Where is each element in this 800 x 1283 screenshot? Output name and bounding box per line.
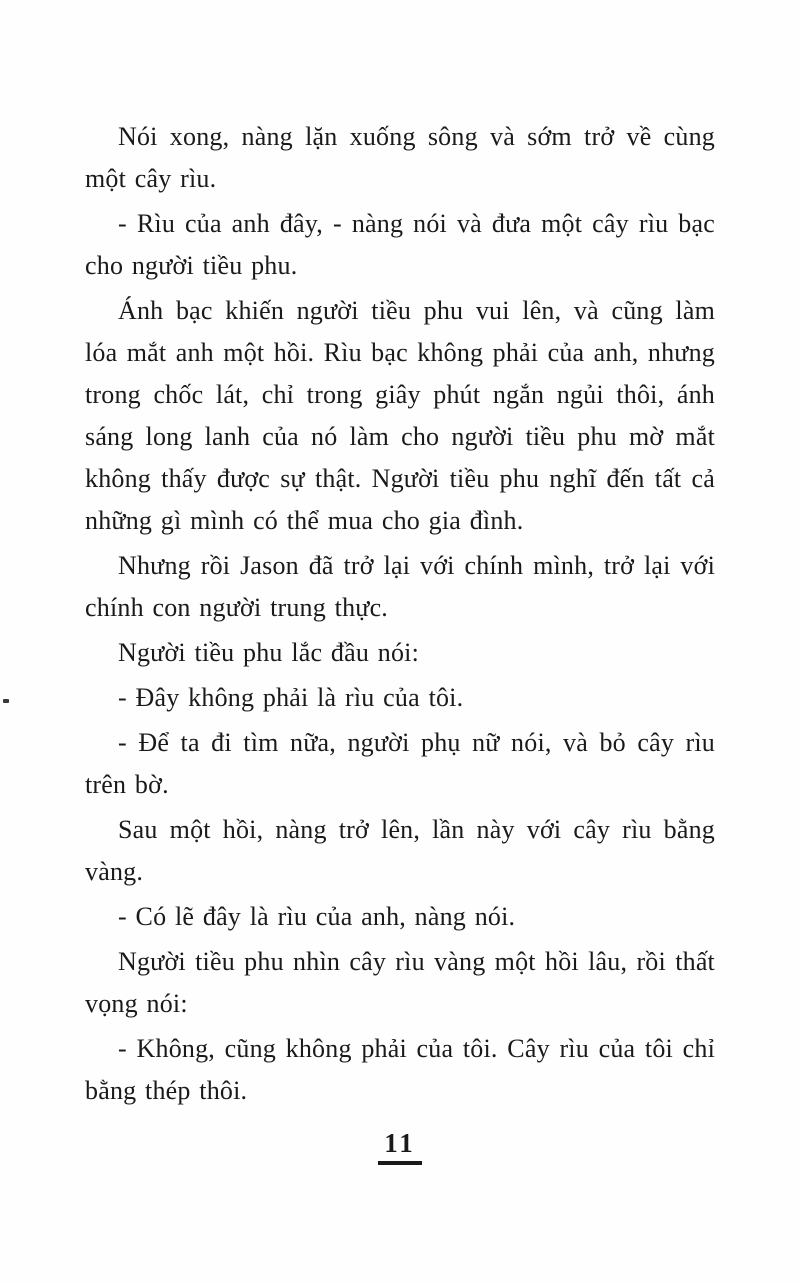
paragraph: Sau một hồi, nàng trở lên, lần này với cây rìu bằng vàng. — [85, 815, 715, 886]
dialogue-paragraph: - Rìu của anh đây, - nàng nói và đưa một cây rìu bạc cho người tiều phu. — [85, 209, 715, 280]
dialogue-paragraph: - Không, cũng không phải của tôi. Cây rìu của tôi chỉ bằng thép thôi. — [85, 1034, 715, 1105]
paragraph: Nhưng rồi Jason đã trở lại với chính mình, trở lại với chính con người trung thực. — [85, 551, 715, 622]
dialogue-paragraph: - Đây không phải là rìu của tôi. — [118, 683, 464, 712]
page-number: 11 — [378, 1128, 422, 1165]
paragraph: Ánh bạc khiến người tiều phu vui lên, và cũng làm lóa mắt anh một hồi. Rìu bạc không phải của anh, nhưng trong chốc lát, chỉ trong giây phút ngắn ngủi thôi, ánh sáng long lanh của nó làm cho người tiều phu mờ mắt không thấy được sự thật. Người tiều phu nghĩ đến tất cả những gì mình có thể mua cho gia đình. — [85, 296, 715, 535]
scan-speck — [3, 699, 9, 703]
page-footer — [0, 1128, 800, 1165]
body-text — [85, 116, 715, 1115]
dialogue-paragraph: - Có lẽ đây là rìu của anh, nàng nói. — [118, 902, 516, 931]
paragraph: Người tiều phu lắc đầu nói: — [118, 638, 420, 667]
paragraph: Nói xong, nàng lặn xuống sông và sớm trở về cùng một cây rìu. — [85, 122, 715, 193]
paragraph: Người tiều phu nhìn cây rìu vàng một hồi lâu, rồi thất vọng nói: — [85, 947, 715, 1018]
dialogue-paragraph: - Để ta đi tìm nữa, người phụ nữ nói, và bỏ cây rìu trên bờ. — [85, 728, 715, 799]
